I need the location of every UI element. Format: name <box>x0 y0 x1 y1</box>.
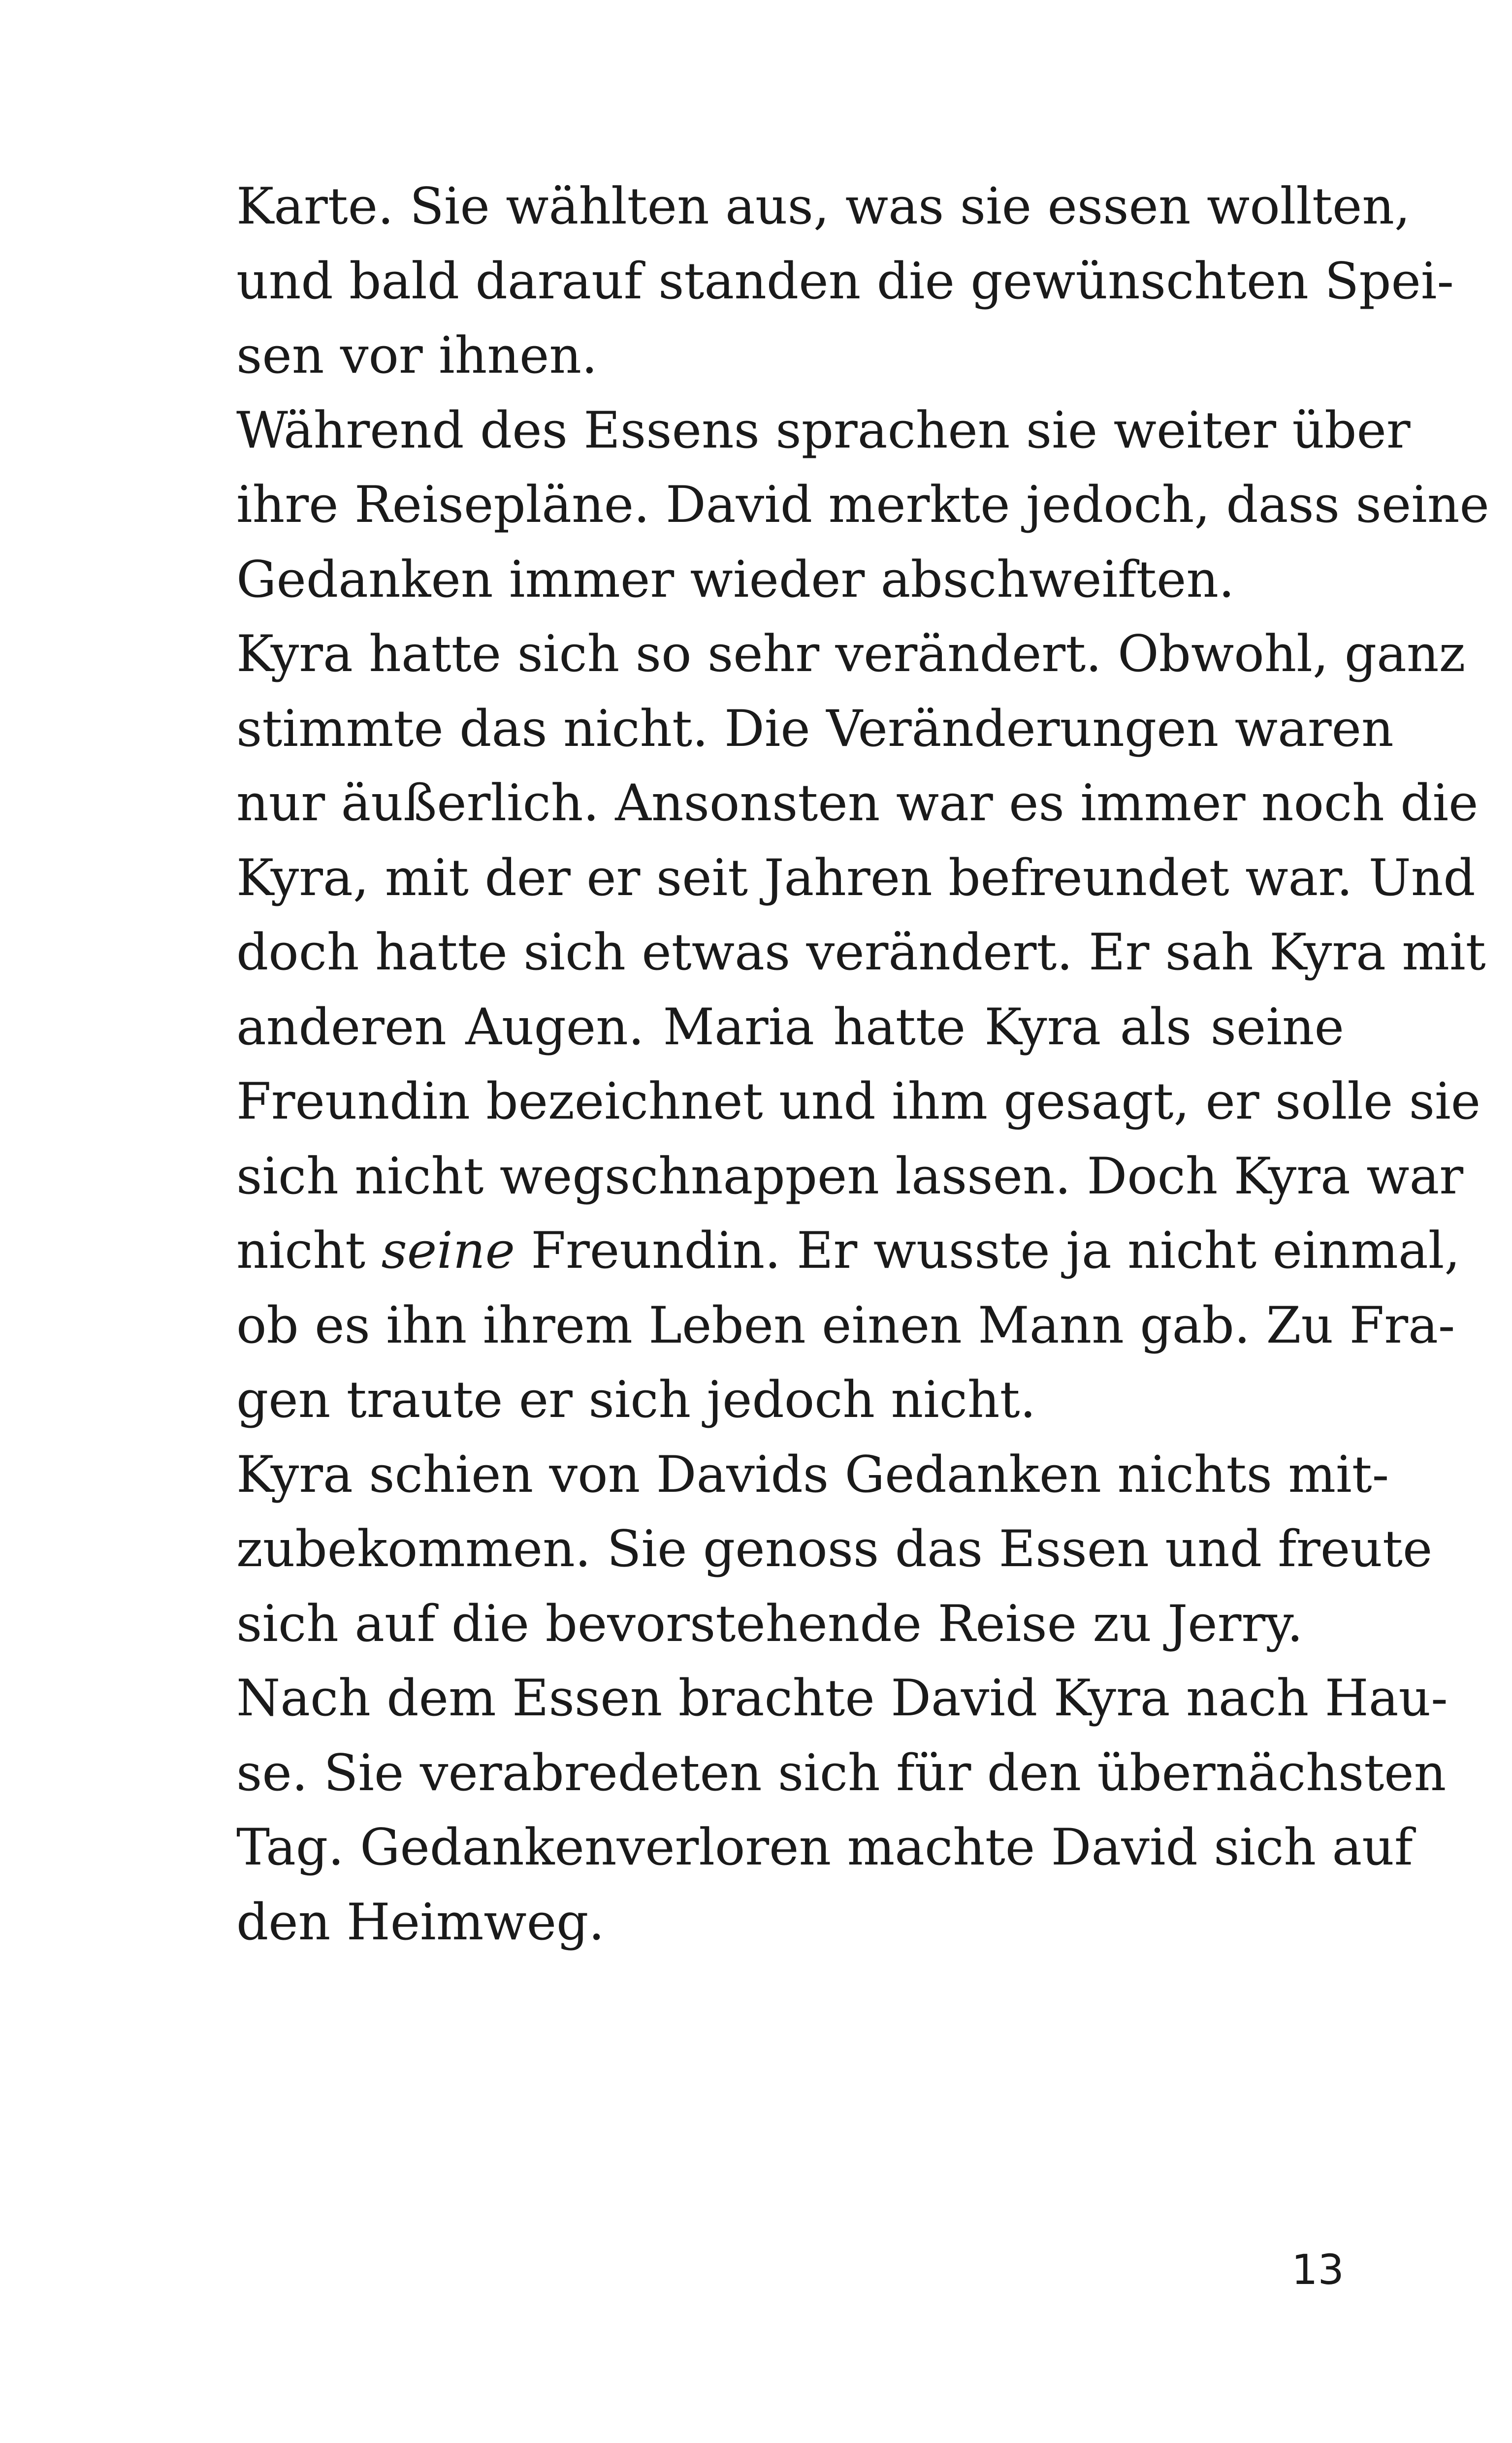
text-line <box>236 1885 1344 1960</box>
page-number: 13 <box>1291 2246 1344 2294</box>
text-line <box>236 1736 1447 1811</box>
text-line <box>236 1810 1413 1885</box>
text-line <box>236 617 1466 692</box>
text-line <box>236 1438 1389 1512</box>
text-line <box>236 766 1479 841</box>
line-text: nicht <box>236 1222 382 1280</box>
text-line <box>236 1064 1481 1139</box>
text-line <box>236 1214 1460 1288</box>
text-line <box>236 990 1344 1065</box>
line-text: Kyra hatte sich so sehr verändert. Obwohl, ganz <box>236 625 1466 683</box>
emphasis-text: seine <box>381 1222 515 1280</box>
line-text: Während des Essens sprachen sie weiter über <box>236 401 1411 460</box>
line-text: anderen Augen. Maria hatte Kyra als seine <box>236 997 1344 1057</box>
line-text: Nach dem Essen brachte David Kyra nach Hau- <box>236 1669 1448 1728</box>
line-text: ihre Reisepläne. David merkte jedoch, dass seine <box>236 476 1489 534</box>
text-line <box>236 1661 1448 1736</box>
text-line <box>236 1139 1464 1214</box>
line-text: Tag. Gedankenverloren machte David sich auf <box>236 1818 1413 1877</box>
line-text: nur äußerlich. Ansonsten war es immer noch die <box>236 774 1479 833</box>
text-line <box>236 543 1344 617</box>
line-text: Kyra, mit der er seit Jahren befreundet war. Und <box>236 848 1476 907</box>
text-line <box>236 319 1344 393</box>
text-line <box>236 1288 1455 1363</box>
line-text: Karte. Sie wählten aus, was sie essen wollten, <box>236 177 1411 236</box>
text-line <box>236 468 1489 543</box>
line-text: zubekommen. Sie genoss das Essen und freute <box>236 1520 1433 1578</box>
text-line <box>236 841 1476 916</box>
line-text: gen traute er sich jedoch nicht. <box>236 1371 1036 1429</box>
line-text: den Heimweg. <box>236 1893 605 1952</box>
text-line <box>236 393 1411 468</box>
line-text: und bald darauf standen die gewünschten Spei- <box>236 252 1454 311</box>
line-text: sich nicht wegschnappen lassen. Doch Kyra war <box>236 1147 1464 1206</box>
line-text: Freundin bezeichnet und ihm gesagt, er solle sie <box>236 1072 1481 1131</box>
body-text <box>236 169 1489 1960</box>
line-text: sich auf die bevorstehende Reise zu Jerry. <box>236 1594 1303 1653</box>
text-line <box>236 692 1394 767</box>
line-text: Freundin. Er wusste ja nicht einmal, <box>515 1222 1460 1280</box>
text-line <box>236 244 1454 319</box>
line-text: Kyra schien von Davids Gedanken nichts mit- <box>236 1445 1389 1504</box>
line-text: se. Sie verabredeten sich für den übernächsten <box>236 1743 1447 1802</box>
line-text: sen vor ihnen. <box>236 326 598 385</box>
text-line <box>236 169 1411 244</box>
line-text: Gedanken immer wieder abschweiften. <box>236 550 1235 609</box>
text-line <box>236 1512 1433 1587</box>
line-text: doch hatte sich etwas verändert. Er sah Kyra mit <box>236 923 1486 982</box>
text-line <box>236 915 1486 990</box>
line-text: stimmte das nicht. Die Veränderungen waren <box>236 699 1394 758</box>
text-line <box>236 1363 1344 1438</box>
text-line <box>236 1587 1344 1662</box>
line-text: ob es ihn ihrem Leben einen Mann gab. Zu Fra- <box>236 1296 1455 1355</box>
